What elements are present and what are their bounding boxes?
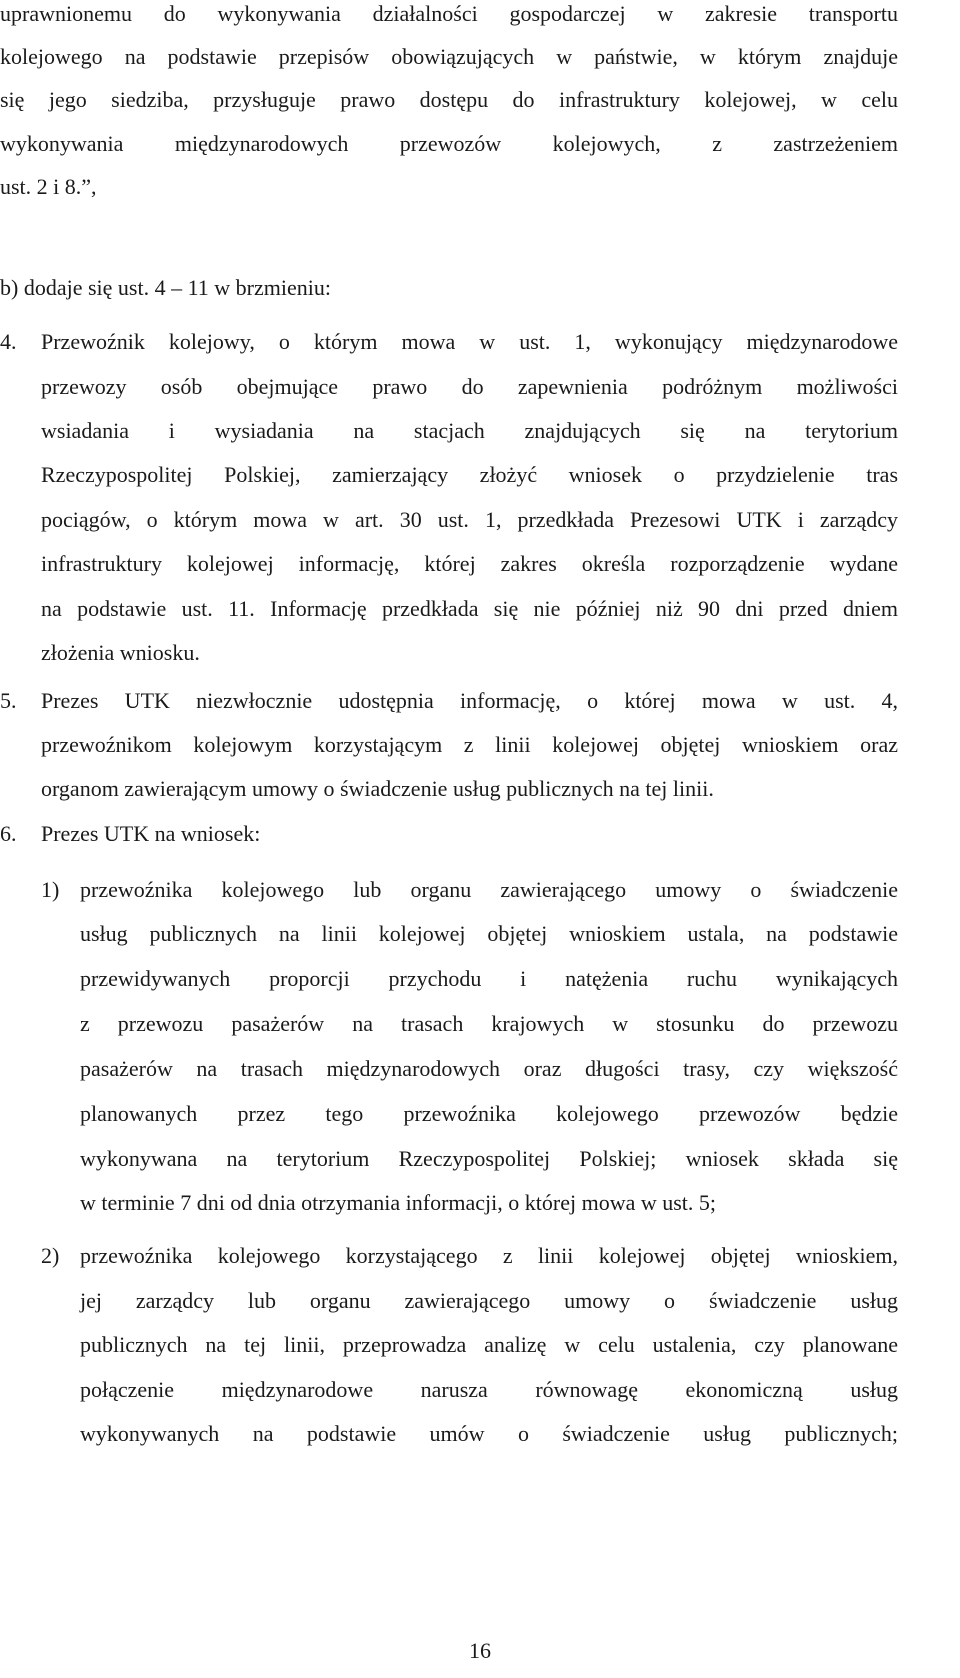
text-line: przewoźnikom kolejowym korzystającym z linii kolejowej objętej wnioskiem oraz	[41, 732, 898, 757]
text-line: przewoźnika kolejowego lub organu zawierającego umowy o świadczenie	[80, 877, 898, 902]
text-line: wykonywanych na podstawie umów o świadczenie usług publicznych;	[80, 1421, 898, 1446]
text-line: w terminie 7 dni od dnia otrzymania informacji, o której mowa w ust. 5;	[80, 1190, 717, 1215]
text-line: jej zarządcy lub organu zawierającego umowy o świadczenie usług	[80, 1288, 898, 1313]
text-line: uprawnionemu do wykonywania działalności gospodarczej w zakresie transportu	[0, 1, 898, 26]
text-line: Prezes UTK na wniosek:	[41, 821, 261, 846]
page-number: 16	[469, 1638, 491, 1663]
text-line: infrastruktury kolejowej informację, której zakres określa rozporządzenie wydane	[41, 551, 898, 576]
text-line: połączenie międzynarodowe narusza równowagę ekonomiczną usług	[80, 1377, 898, 1402]
paragraph-number: 5.	[0, 688, 17, 713]
text-line: z przewozu pasażerów na trasach krajowych w stosunku do przewozu	[80, 1011, 898, 1036]
paragraph-number: 6.	[0, 821, 17, 846]
list-item-number: 2)	[41, 1243, 60, 1268]
text-line: wsiadania i wysiadania na stacjach znajdujących się na terytorium	[41, 418, 898, 443]
point-b-line: b) dodaje się ust. 4 – 11 w brzmieniu:	[0, 275, 331, 300]
text-line: organom zawierającym umowy o świadczenie usług publicznych na tej linii.	[41, 776, 714, 801]
text-line: Przewoźnik kolejowy, o którym mowa w ust. 1, wykonujący międzynarodowe	[41, 329, 898, 354]
text-line: ust. 2 i 8.”,	[0, 174, 97, 199]
text-line: przewidywanych proporcji przychodu i natężenia ruchu wynikających	[80, 966, 898, 991]
text-line: złożenia wniosku.	[41, 640, 200, 665]
text-line: się jego siedziba, przysługuje prawo dostępu do infrastruktury kolejowej, w celu	[0, 87, 898, 112]
text-line: na podstawie ust. 11. Informację przedkłada się nie później niż 90 dni przed dniem	[41, 596, 898, 621]
text-line: publicznych na tej linii, przeprowadza analizę w celu ustalenia, czy planowane	[80, 1332, 898, 1357]
text-line: wykonywana na terytorium Rzeczypospolitej Polskiej; wniosek składa się	[80, 1146, 898, 1171]
text-line: Prezes UTK niezwłocznie udostępnia informację, o której mowa w ust. 4,	[41, 688, 898, 713]
text-line: Rzeczypospolitej Polskiej, zamierzający złożyć wniosek o przydzielenie tras	[41, 462, 898, 487]
text-line: usług publicznych na linii kolejowej objętej wnioskiem ustala, na podstawie	[80, 921, 898, 946]
text-line: przewoźnika kolejowego korzystającego z linii kolejowej objętej wnioskiem,	[80, 1243, 898, 1268]
text-line: wykonywania międzynarodowych przewozów kolejowych, z zastrzeżeniem	[0, 131, 898, 156]
text-line: pociągów, o którym mowa w art. 30 ust. 1, przedkłada Prezesowi UTK i zarządcy	[41, 507, 898, 532]
paragraph-number: 4.	[0, 329, 17, 354]
text-line: przewozy osób obejmujące prawo do zapewnienia podróżnym możliwości	[41, 374, 898, 399]
list-item-number: 1)	[41, 877, 60, 902]
text-line: pasażerów na trasach międzynarodowych oraz długości trasy, czy większość	[80, 1056, 898, 1081]
text-line: kolejowego na podstawie przepisów obowiązujących w państwie, w którym znajduje	[0, 44, 898, 69]
text-line: planowanych przez tego przewoźnika kolejowego przewozów będzie	[80, 1101, 898, 1126]
